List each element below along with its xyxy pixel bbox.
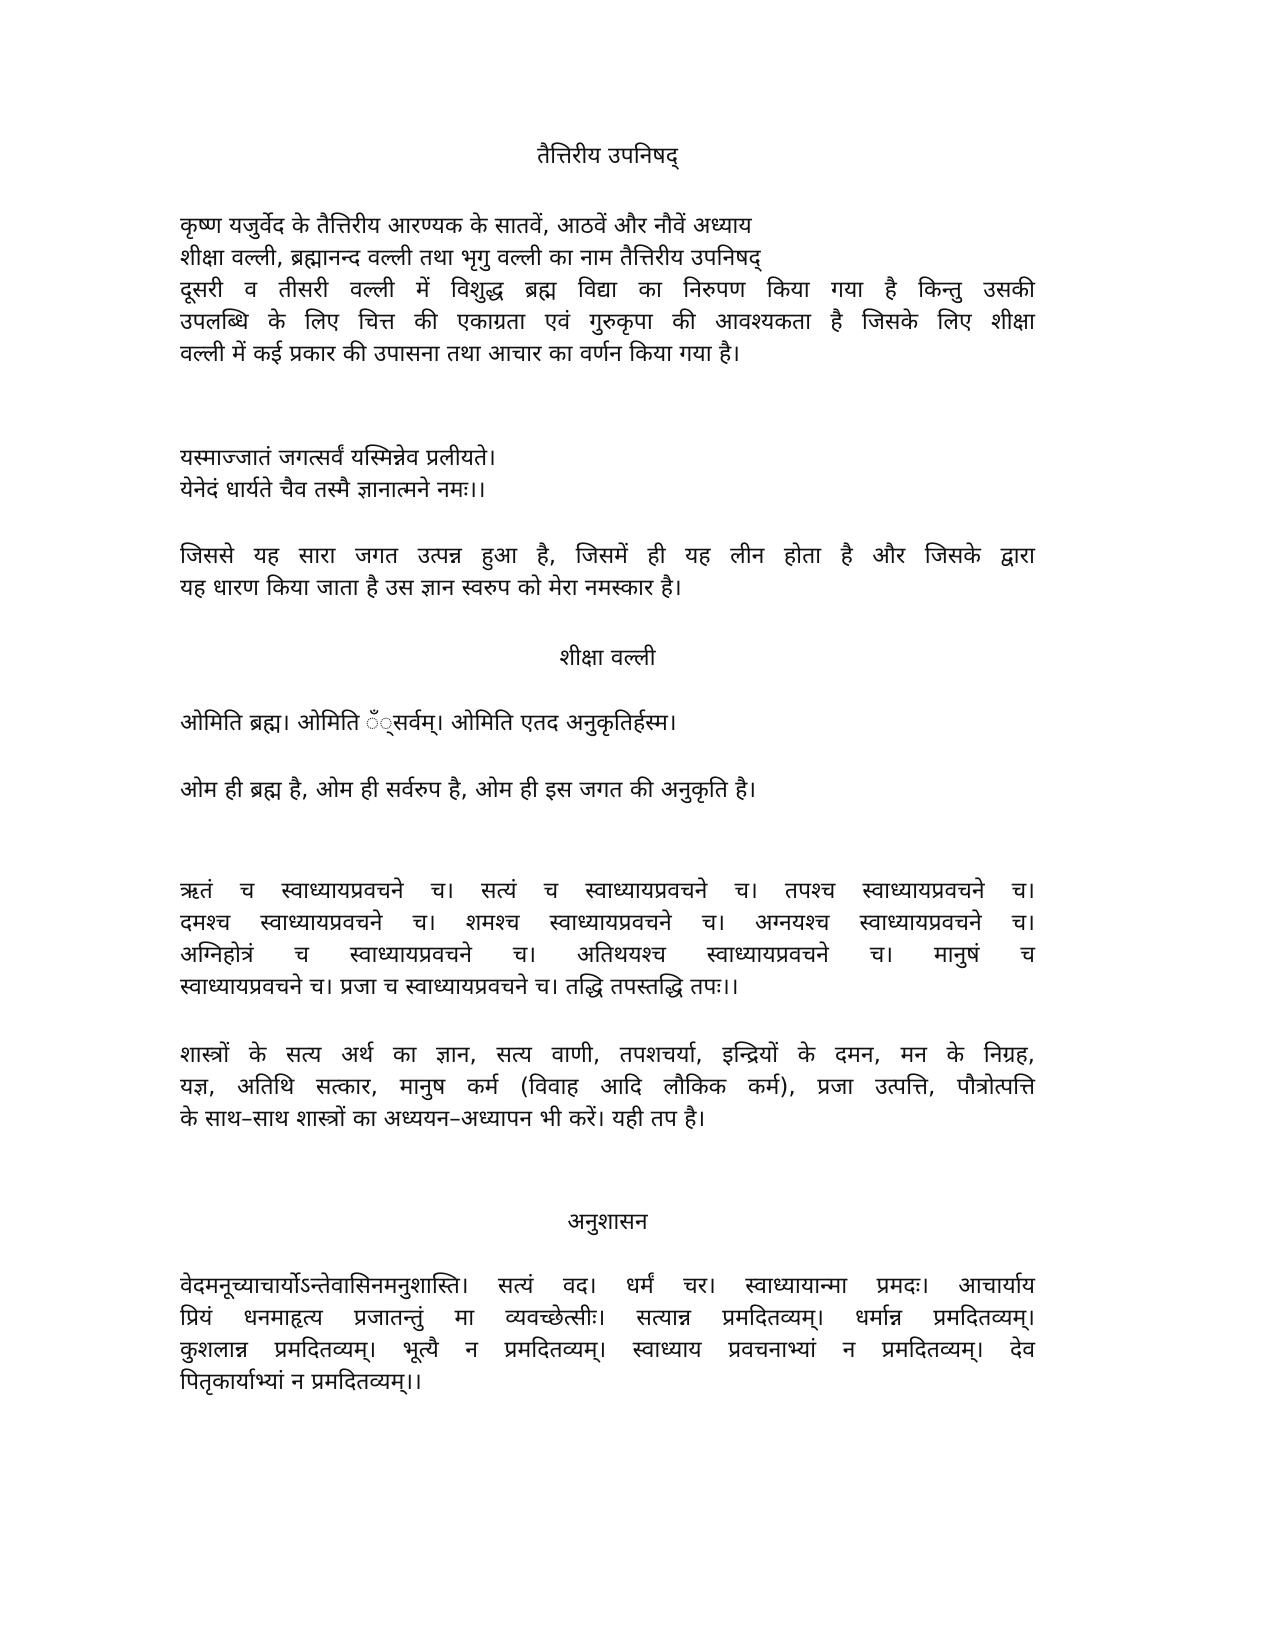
section-heading-anushasan: अनुशासन <box>567 1209 648 1235</box>
verse-line: यस्माज्जातं जगत्सर्वं यस्मिन्नेव प्रलीयते। <box>180 445 496 471</box>
verse-line: ऋतं च स्वाध्यायप्रवचने च। सत्यं च स्वाध्यायप्रवचने च। तपश्च स्वाध्यायप्रवचने च। <box>180 878 1035 904</box>
verse-om <box>180 707 1035 739</box>
intro-line: दूसरी व तीसरी वल्ली में विशुद्ध ब्रह्म विद्या का निरुपण किया गया है किन्तु उसकी <box>180 277 1035 303</box>
meaning-invocation <box>180 540 1035 604</box>
verse-line: प्रियं धनमाहृत्य प्रजातन्तुं मा व्यवच्छेत्सीः। सत्यान्न प्रमदितव्यम्। धर्मान्न प्रमदितव्यम्। <box>180 1305 1035 1331</box>
intro-line: शीक्षा वल्ली, ब्रह्मानन्द वल्ली तथा भृगु वल्ली का नाम तैत्तिरीय उपनिषद् <box>180 245 761 271</box>
intro-line: उपलब्धि के लिए चित्त की एकाग्रता एवं गुरुकृपा की आवश्यकता है जिसके लिए शीक्षा <box>180 309 1035 335</box>
intro-line: वल्ली में कई प्रकार की उपासना तथा आचार का वर्णन किया गया है। <box>180 341 740 367</box>
intro-paragraph <box>180 210 1035 370</box>
verse-line: दमश्च स्वाध्यायप्रवचने च। शमश्च स्वाध्यायप्रवचने च। अग्नयश्च स्वाध्यायप्रवचने च। <box>180 910 1035 936</box>
meaning-om <box>180 774 1035 806</box>
meaning-line: ओम ही ब्रह्म है, ओम ही सर्वरुप है, ओम ही इस जगत की अनुकृति है। <box>180 777 757 803</box>
intro-line: कृष्ण यजुर्वेद के तैत्तिरीय आरण्यक के सातवें, आठवें और नौवें अध्याय <box>180 213 752 239</box>
meaning-line: यज्ञ, अतिथि सत्कार, मानुष कर्म (विवाह आदि लौकिक कर्म), प्रजा उत्पत्ति, पौत्रोत्पत्ति <box>180 1074 1035 1100</box>
verse-line: ओमिति ब्रह्म। ओमिति ँ्सर्वम्। ओमिति एतद अनुकृतिर्हस्म। <box>180 710 677 736</box>
verse-anushasan <box>180 1270 1035 1398</box>
meaning-line: शास्त्रों के सत्य अर्थ का ज्ञान, सत्य वाणी, तपशचर्या, इन्द्रियों के दमन, मन के निग्रह, <box>180 1042 1035 1068</box>
verse-line: अग्निहोत्रं च स्वाध्यायप्रवचने च। अतिथयश्च स्वाध्यायप्रवचने च। मानुषं च <box>180 942 1035 968</box>
meaning-svadhyaya <box>180 1039 1035 1135</box>
verse-line: पितृकार्याभ्यां न प्रमदितव्यम्।। <box>180 1369 422 1395</box>
meaning-line: के साथ–साथ शास्त्रों का अध्ययन–अध्यापन भी करें। यही तप है। <box>180 1106 706 1132</box>
verse-svadhyaya <box>180 875 1035 1003</box>
verse-line: वेदमनूच्याचार्योऽन्तेवासिनमनुशास्ति। सत्यं वद। धर्मं चर। स्वाध्यायान्मा प्रमदः। आचार्याय <box>180 1273 1035 1299</box>
verse-line: येनेदं धार्यते चैव तस्मै ज्ञानात्मने नमः।। <box>180 477 486 503</box>
verse-invocation <box>180 442 1035 506</box>
meaning-line: जिससे यह सारा जगत उत्पन्न हुआ है, जिसमें ही यह लीन होता है और जिसके द्वारा <box>180 543 1035 569</box>
verse-line: स्वाध्यायप्रवचने च। प्रजा च स्वाध्यायप्रवचने च। तद्धि तपस्तद्धि तपः।। <box>180 974 739 1000</box>
document-title: तैत्तिरीय उपनिषद् <box>537 143 678 169</box>
meaning-line: यह धारण किया जाता है उस ज्ञान स्वरुप को मेरा नमस्कार है। <box>180 575 682 601</box>
verse-line: कुशलान्न प्रमदितव्यम्। भूत्यै न प्रमदितव्यम्। स्वाध्याय प्रवचनाभ्यां न प्रमदितव्यम्। देव <box>180 1337 1035 1363</box>
section-heading-shiksha-valli: शीक्षा वल्ली <box>559 645 656 671</box>
